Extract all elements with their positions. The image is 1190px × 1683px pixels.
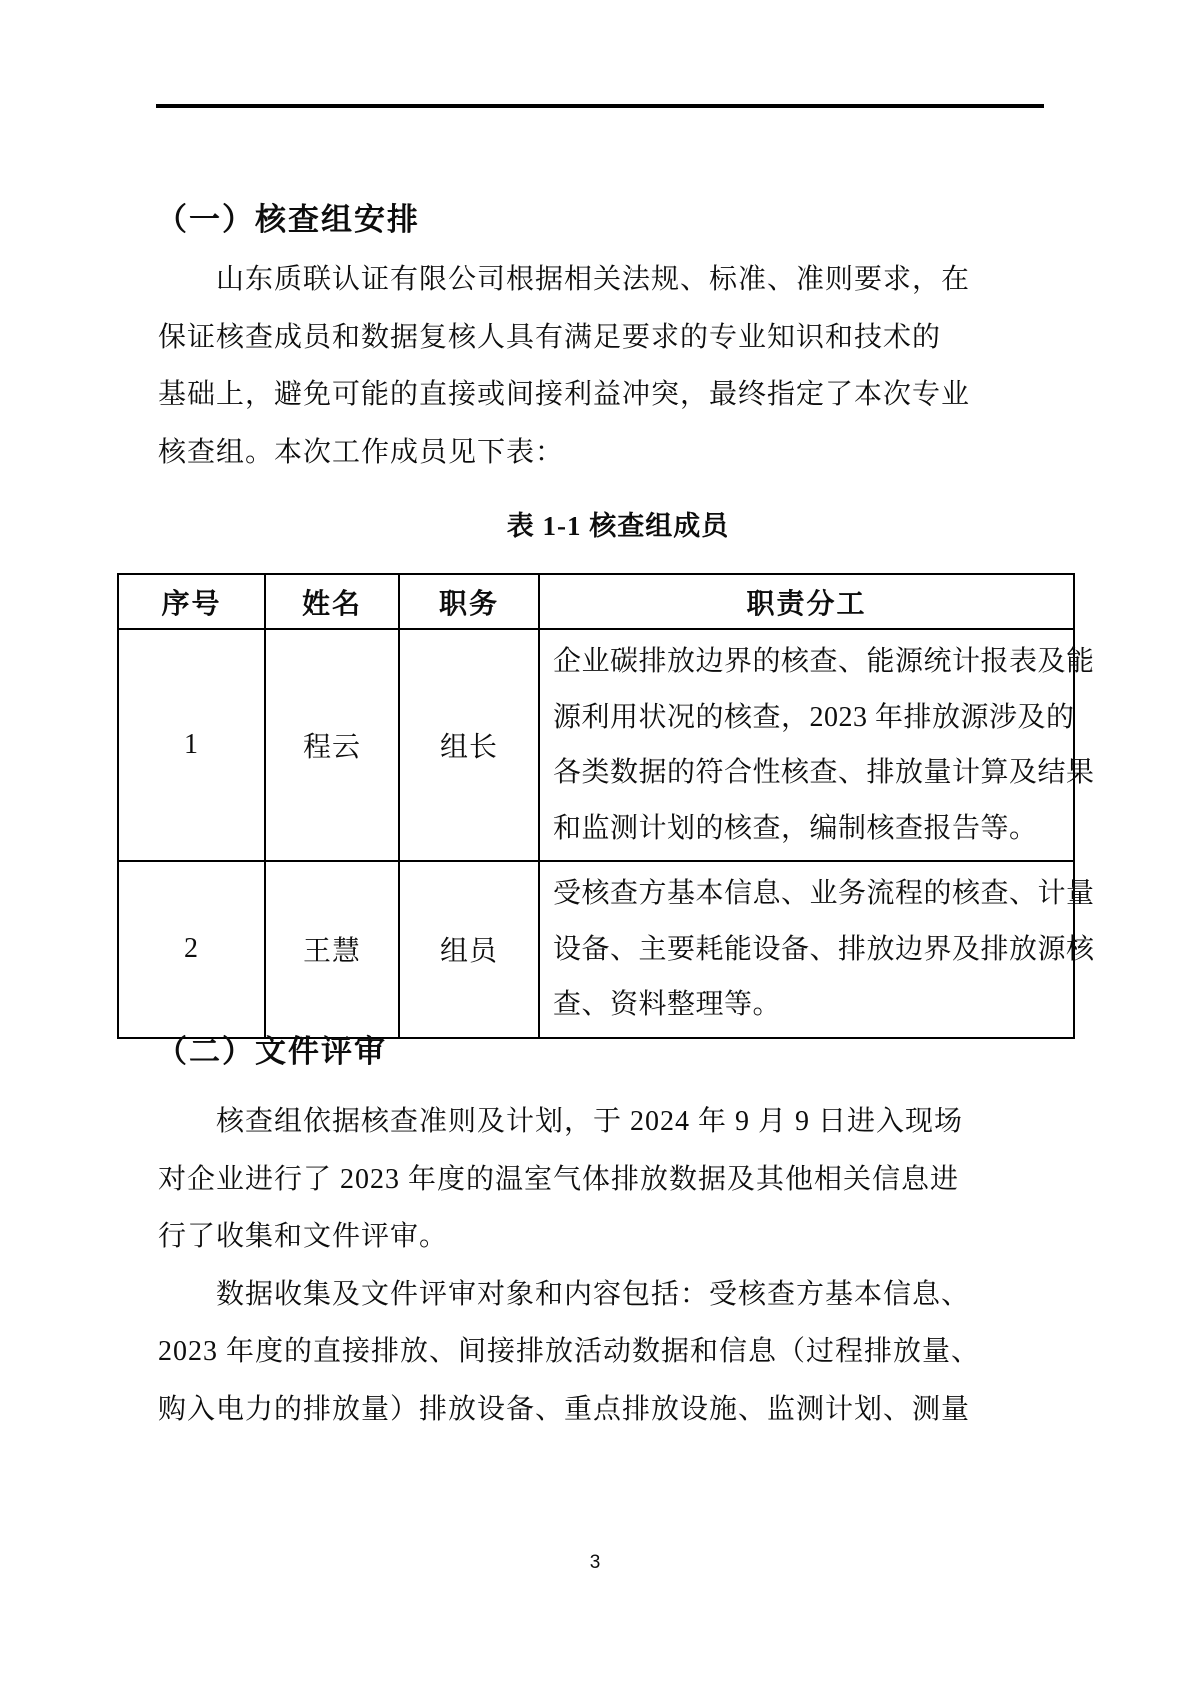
section-2-heading: （二）文件评审 bbox=[156, 1034, 387, 1069]
cell-name: 王慧 bbox=[265, 861, 399, 1038]
table-header-row bbox=[118, 574, 1074, 629]
section-1-paragraph bbox=[158, 251, 1078, 481]
column-header-duty: 职责分工 bbox=[539, 574, 1074, 629]
text-line: 核查组依据核查准则及计划，于 2024 年 9 月 9 日进入现场 bbox=[216, 1106, 964, 1137]
cell-role: 组长 bbox=[399, 629, 539, 861]
table-caption: 表 1-1 核查组成员 bbox=[506, 511, 730, 541]
text-line: 购入电力的排放量）排放设备、重点排放设施、监测计划、测量 bbox=[158, 1393, 971, 1425]
text-line: 基础上，避免可能的直接或间接利益冲突，最终指定了本次专业 bbox=[158, 379, 971, 410]
table-row bbox=[118, 629, 1074, 861]
text-line: 企业碳排放边界的核查、能源统计报表及能 bbox=[553, 646, 1095, 677]
column-header-name: 姓名 bbox=[265, 574, 399, 629]
verification-team-table bbox=[117, 573, 1095, 1039]
text-line: 对企业进行了 2023 年度的温室气体排放数据及其他相关信息进 bbox=[158, 1163, 960, 1195]
page-number: 3 bbox=[589, 1552, 601, 1573]
cell-role: 组员 bbox=[399, 861, 539, 1038]
cell-duty bbox=[539, 629, 1095, 861]
cell-no: 1 bbox=[118, 629, 265, 861]
section-1-heading: （一）核查组安排 bbox=[156, 202, 420, 237]
column-header-no: 序号 bbox=[118, 574, 265, 629]
text-line: 查、资料整理等。 bbox=[553, 989, 782, 1020]
cell-duty bbox=[539, 861, 1095, 1038]
text-line: 源利用状况的核查，2023 年排放源涉及的 bbox=[553, 701, 1075, 733]
text-line: 设备、主要耗能设备、排放边界及排放源核 bbox=[553, 933, 1095, 965]
text-line: 受核查方基本信息、业务流程的核查、计量 bbox=[553, 878, 1095, 909]
text-line: 山东质联认证有限公司根据相关法规、标准、准则要求，在 bbox=[216, 264, 971, 295]
text-line: 保证核查成员和数据复核人具有满足要求的专业知识和技术的 bbox=[158, 321, 942, 353]
column-header-role: 职务 bbox=[399, 574, 539, 629]
text-line: 各类数据的符合性核查、排放量计算及结果 bbox=[553, 757, 1095, 788]
text-line: 数据收集及文件评审对象和内容包括：受核查方基本信息、 bbox=[216, 1278, 971, 1310]
text-line: 和监测计划的核查，编制核查报告等。 bbox=[553, 812, 1038, 844]
text-line: 核查组。本次工作成员见下表： bbox=[158, 436, 565, 468]
table-row bbox=[118, 861, 1074, 1038]
text-line: 2023 年度的直接排放、间接排放活动数据和信息（过程排放量、 bbox=[158, 1336, 981, 1367]
text-line: 行了收集和文件评审。 bbox=[158, 1221, 449, 1252]
cell-no: 2 bbox=[118, 861, 265, 1038]
cell-name: 程云 bbox=[265, 629, 399, 861]
header-rule bbox=[156, 104, 1044, 108]
section-2-paragraphs bbox=[158, 1093, 1078, 1438]
